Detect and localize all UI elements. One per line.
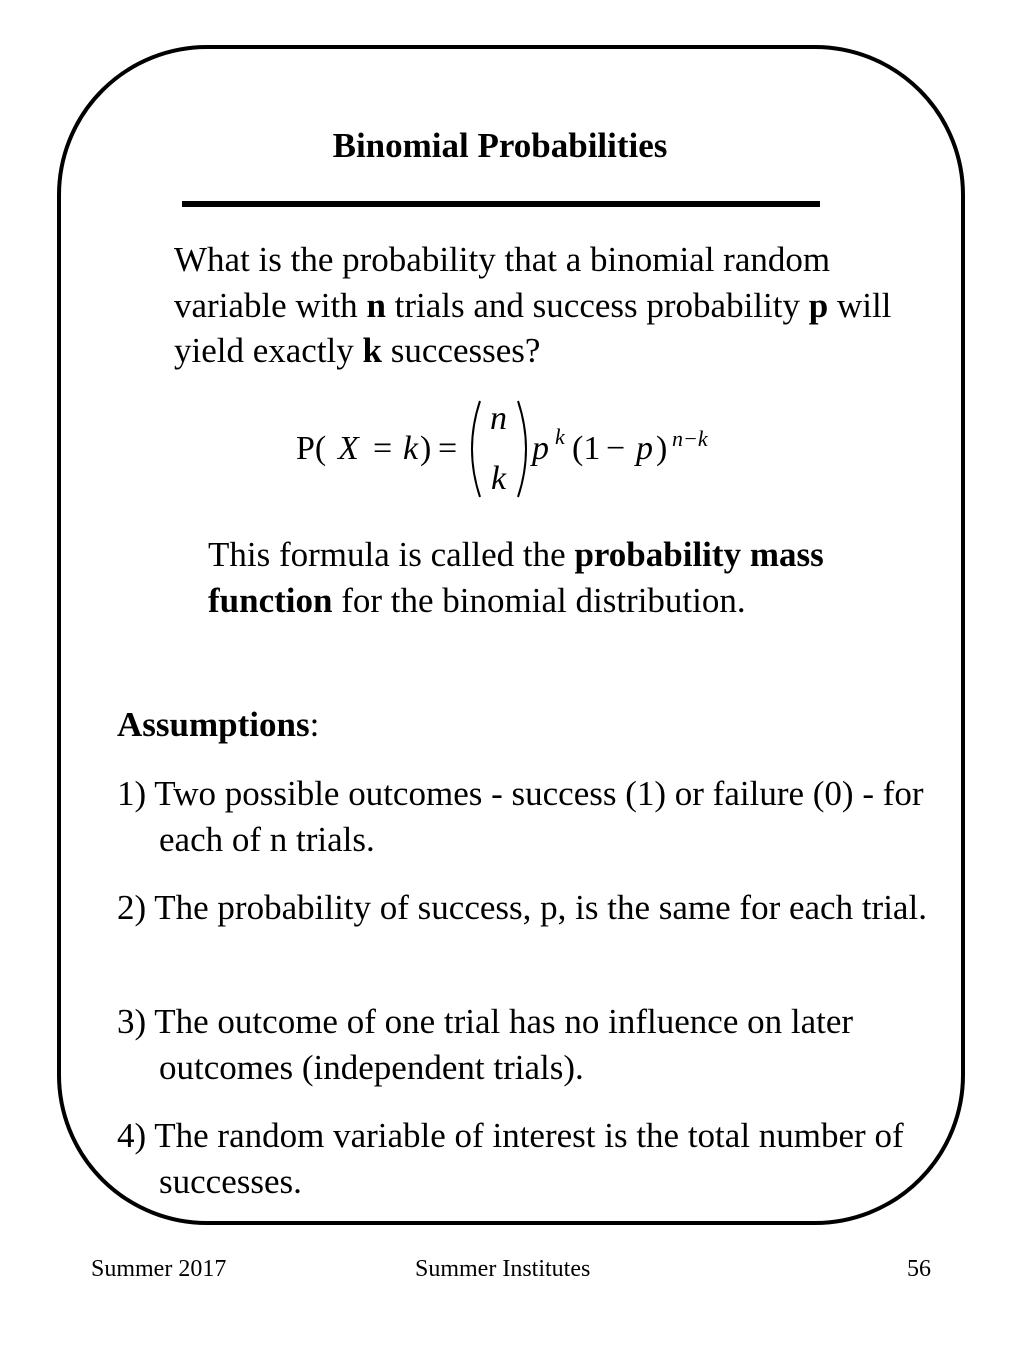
assumption-item-2: 2) The probability of success, p, is the same for each trial.	[117, 888, 927, 927]
binomial-pmf-formula	[296, 395, 726, 503]
assumptions-colon: :	[309, 705, 320, 744]
footer-date: Summer 2017	[91, 1256, 227, 1282]
question-text-2: trials and success probability	[385, 285, 809, 325]
formula-p: p	[532, 430, 549, 467]
formula-p2: p	[636, 430, 653, 467]
assumption-item-1: 1) Two possible outcomes - success (1) or failure (0) - for each of n trials.	[117, 774, 924, 859]
question-p: p	[808, 285, 829, 325]
formula-p-exponent: k	[555, 424, 565, 449]
assumptions-heading-text: Assumptions	[117, 705, 310, 744]
question-text-1: What is the probability that a binomial random variable with	[174, 240, 831, 325]
slide-title: Binomial Probabilities	[332, 126, 668, 165]
formula-x: X	[338, 430, 359, 467]
assumption-item-4: 4) The random variable of interest is the total number of successes.	[117, 1116, 904, 1201]
footer-center: Summer Institutes	[415, 1256, 591, 1282]
question-text-4: successes?	[382, 331, 541, 370]
question-n: n	[366, 285, 386, 325]
formula-k: k	[403, 430, 419, 467]
title-divider	[182, 201, 820, 207]
formula-paren-close: )	[656, 430, 668, 467]
assumption-item-3: 3) The outcome of one trial has no influence on later outcomes (independent trials).	[117, 1002, 854, 1087]
formula-exponent: n−k	[672, 426, 708, 451]
explanation-text-2: for the binomial distribution.	[332, 580, 746, 620]
explanation-paragraph	[208, 532, 848, 623]
formula-open-one: (1	[572, 430, 601, 467]
explanation-text-1: This formula is called the	[208, 535, 575, 574]
binomial-top: n	[490, 400, 507, 437]
question-paragraph	[174, 237, 894, 374]
formula-equals-1: =	[373, 430, 393, 467]
formula-prefix: P(	[296, 430, 327, 467]
formula-minus: −	[606, 430, 626, 467]
binomial-bottom: k	[491, 460, 507, 497]
explanation-bold: probability mass function	[208, 535, 824, 620]
formula-equals-2: =	[438, 430, 458, 467]
question-k: k	[362, 331, 383, 370]
assumptions-heading	[117, 702, 319, 747]
footer-page-number: 56	[907, 1256, 931, 1282]
formula-close-paren: )	[420, 430, 432, 467]
question-text-3: will yield exactly	[174, 285, 892, 370]
